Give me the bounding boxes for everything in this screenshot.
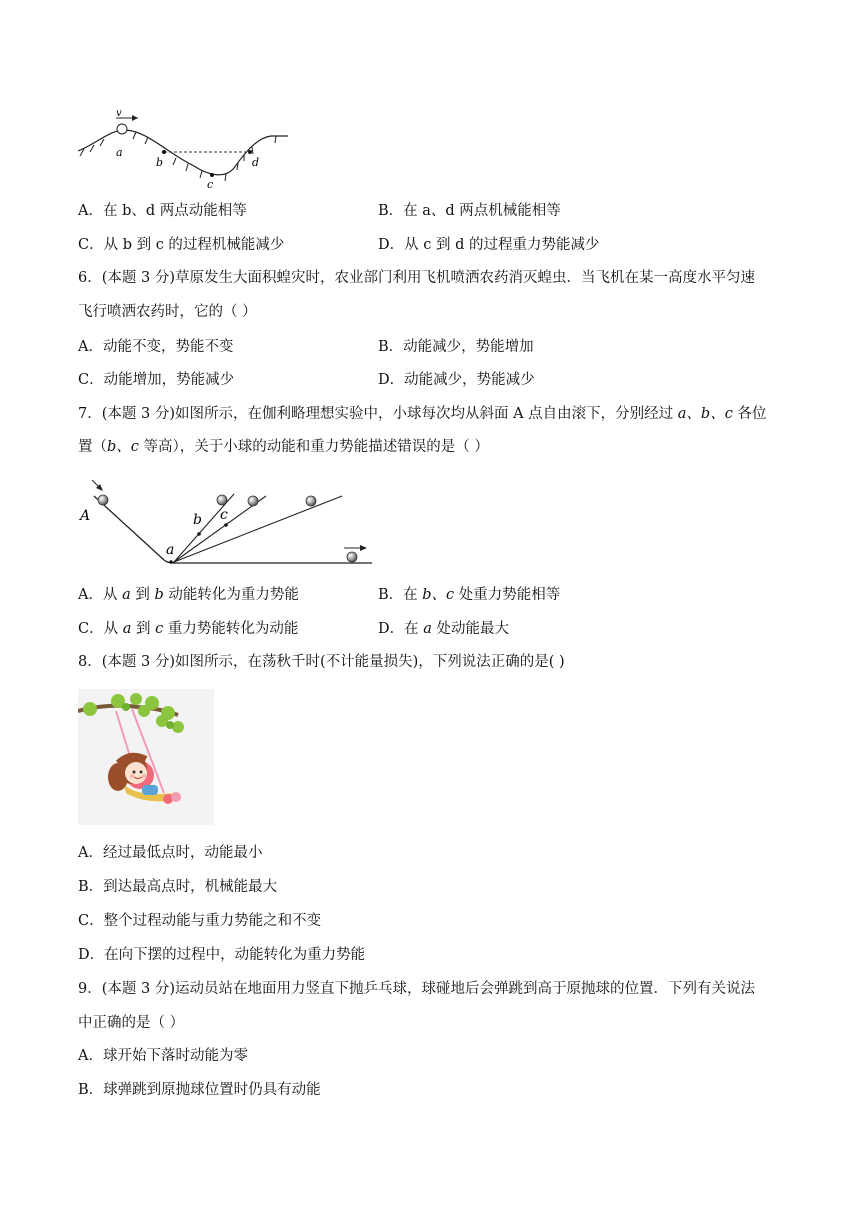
q5-option-d: D．从 c 到 d 的过程重力势能减少 xyxy=(378,237,600,253)
q7-option-b-post: 处重力势能相等 xyxy=(454,587,561,603)
swing-girl-illustration xyxy=(78,689,214,825)
wave-label-v: v xyxy=(116,108,122,119)
q7-option-d-var: a xyxy=(423,621,432,637)
q6-option-c: C．动能增加，势能减少 xyxy=(78,372,235,388)
q7-option-d-post: 处动能最大 xyxy=(431,621,510,637)
q8-option-a: A．经过最低点时，动能最小 xyxy=(78,845,263,861)
wave-label-d: d xyxy=(252,156,260,169)
wave-label-b: b xyxy=(156,156,164,169)
q7-option-c-var1: a xyxy=(122,621,132,637)
q7-option-a-post: 动能转化为重力势能 xyxy=(163,587,299,603)
q7-option-c-mid: 到 xyxy=(131,621,156,637)
q9-option-b: B．球弹跳到原抛球位置时仍具有动能 xyxy=(78,1082,321,1098)
q6-stem-line1: 6．(本题 3 分)草原发生大面积蝗灾时，农业部门利用飞机喷洒农药消灭蝗虫．当飞机在某一高度水平匀速 xyxy=(78,270,755,286)
q6-stem-line2: 飞行喷洒农药时，它的（ ） xyxy=(78,304,257,320)
q7-option-c xyxy=(78,619,298,639)
galileo-ramps-figure xyxy=(76,474,386,574)
q7-option-c-var2: c xyxy=(155,621,164,637)
q7-option-a-var1: a xyxy=(122,587,131,603)
q7-option-d xyxy=(378,619,509,639)
q7-stem-line2 xyxy=(78,437,489,457)
q7-option-a xyxy=(78,585,299,605)
q8-option-d: D．在向下摆的过程中，动能转化为重力势能 xyxy=(78,947,366,963)
q7-stem-line1 xyxy=(78,404,766,424)
q6-option-b: B．动能减少，势能增加 xyxy=(378,339,534,355)
ramp-label-A: A xyxy=(80,508,91,524)
q7-option-c-post: 重力势能转化为动能 xyxy=(163,621,299,637)
q8-option-b: B．到达最高点时，机械能最大 xyxy=(78,879,278,895)
wave-label-a: a xyxy=(116,146,123,159)
q7-option-a-var2: b xyxy=(154,587,164,603)
q7-stem-line2-pre: 置（ xyxy=(78,439,107,455)
q9-stem-line1: 9．(本题 3 分)运动员站在地面用力竖直下抛乒乓球，球碰地后会弹跳到高于原抛球的位置．下列有关说法 xyxy=(78,981,755,997)
q7-option-b-var: b、c xyxy=(422,587,455,603)
q5-option-b: B．在 a、d 两点机械能相等 xyxy=(378,203,561,219)
q9-option-a: A．球开始下落时动能为零 xyxy=(78,1048,248,1064)
q7-stem-line1-post: 各位 xyxy=(732,406,767,422)
wave-track-figure xyxy=(76,108,296,188)
q7-option-a-pre: A．从 xyxy=(78,587,123,603)
q7-option-d-pre: D．在 xyxy=(378,621,424,637)
q7-option-b-pre: B．在 xyxy=(378,587,423,603)
q7-stem-line2-vars: b、c xyxy=(107,439,139,455)
q7-stem-line1-vars: a、b、c xyxy=(677,406,733,422)
wave-label-c: c xyxy=(207,178,214,188)
q7-option-b xyxy=(378,585,560,605)
q9-stem-line2: 中正确的是（ ） xyxy=(78,1015,185,1031)
q5-option-c: C．从 b 到 c 的过程机械能减少 xyxy=(78,237,285,253)
q5-option-a: A．在 b、d 两点动能相等 xyxy=(78,203,247,219)
q6-option-a: A．动能不变，势能不变 xyxy=(78,339,234,355)
ramp-label-b: b xyxy=(193,512,202,528)
q7-option-c-pre: C．从 xyxy=(78,621,123,637)
q8-option-c: C．整个过程动能与重力势能之和不变 xyxy=(78,913,322,929)
ramp-label-a: a xyxy=(166,542,175,558)
q7-stem-line1-pre: 7．(本题 3 分)如图所示，在伽利略理想实验中，小球每次均从斜面 A 点自由滚下，分别经过 xyxy=(78,406,678,422)
q7-stem-line2-post: 等高），关于小球的动能和重力势能描述错误的是（ ） xyxy=(138,439,489,455)
q8-stem: 8．(本题 3 分)如图所示，在荡秋千时(不计能量损失)，下列说法正确的是( ) xyxy=(78,654,565,670)
ramp-label-c: c xyxy=(220,507,228,523)
q6-option-d: D．动能减少，势能减少 xyxy=(378,372,535,388)
q7-option-a-mid: 到 xyxy=(130,587,155,603)
